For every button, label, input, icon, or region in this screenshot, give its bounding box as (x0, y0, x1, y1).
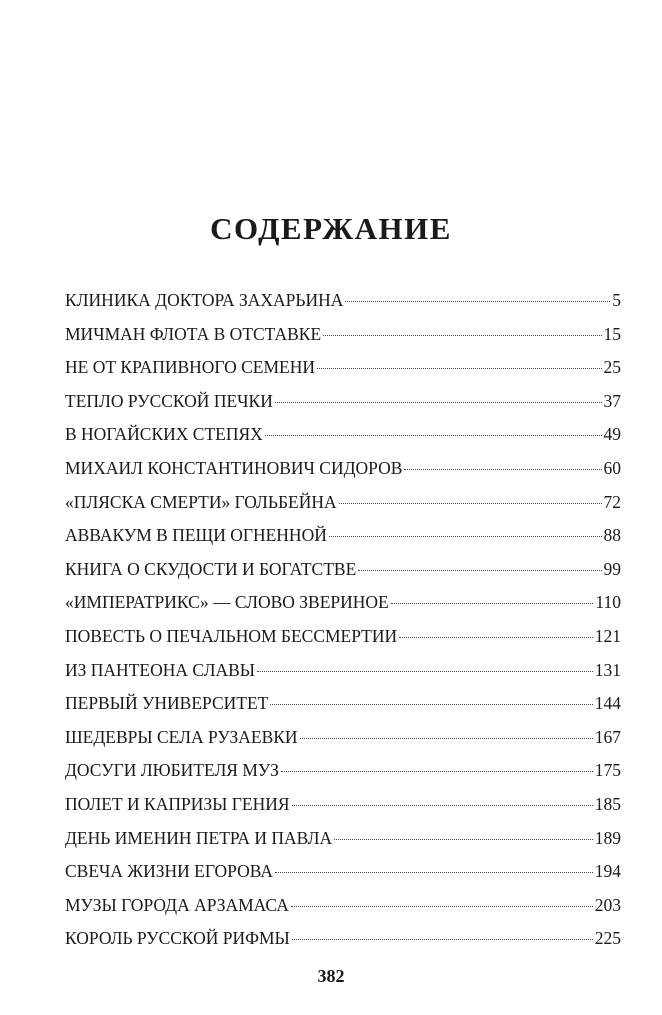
toc-entry-title: «ПЛЯСКА СМЕРТИ» ГОЛЬБЕЙНА (65, 491, 337, 512)
toc-leader-dots (391, 603, 594, 604)
toc-entry[interactable] (65, 654, 621, 688)
toc-entry-page: 110 (595, 592, 621, 613)
toc-entry-title: СВЕЧА ЖИЗНИ ЕГОРОВА (65, 861, 273, 882)
toc-entry[interactable] (65, 318, 621, 352)
toc-entry[interactable] (65, 418, 621, 452)
toc-entry-title: МИЧМАН ФЛОТА В ОТСТАВКЕ (65, 323, 322, 344)
toc-entry-page: 99 (603, 558, 621, 579)
toc-entry-title: ПОЛЕТ И КАПРИЗЫ ГЕНИЯ (65, 793, 290, 814)
toc-entry-page: 60 (603, 457, 621, 478)
toc-entry[interactable] (65, 788, 621, 822)
toc-entry[interactable] (65, 620, 621, 654)
toc-leader-dots (300, 738, 593, 739)
toc-leader-dots (281, 771, 593, 772)
toc-leader-dots (292, 939, 593, 940)
toc-leader-dots (345, 301, 610, 302)
toc-leader-dots (329, 536, 602, 537)
toc-leader-dots (265, 435, 602, 436)
toc-entry-title: АВВАКУМ В ПЕЩИ ОГНЕННОЙ (65, 525, 327, 546)
toc-entry-page: 121 (594, 625, 621, 646)
toc-leader-dots (334, 839, 593, 840)
toc-entry-page: 72 (603, 491, 621, 512)
toc-entry-page: 49 (603, 424, 621, 445)
toc-leader-dots (291, 906, 593, 907)
toc-leader-dots (257, 671, 593, 672)
toc-entry[interactable] (65, 351, 621, 385)
toc-entry[interactable] (65, 452, 621, 486)
toc-leader-dots (275, 402, 602, 403)
toc-leader-dots (323, 335, 601, 336)
toc-entry-title: «ИМПЕРАТРИКС» — СЛОВО ЗВЕРИНОЕ (65, 592, 389, 613)
toc-leader-dots (339, 503, 602, 504)
toc-entry[interactable] (65, 519, 621, 553)
toc-entry-title: НЕ ОТ КРАПИВНОГО СЕМЕНИ (65, 357, 316, 378)
toc-leader-dots (275, 872, 593, 873)
toc-leader-dots (358, 570, 601, 571)
toc-entry-title: КНИГА О СКУДОСТИ И БОГАТСТВЕ (65, 558, 357, 579)
toc-entry-page: 144 (594, 693, 621, 714)
toc-entry-page: 88 (603, 525, 621, 546)
toc-entry[interactable] (65, 922, 621, 956)
toc-entry-title: ПЕРВЫЙ УНИВЕРСИТЕТ (65, 693, 269, 714)
toc-entry[interactable] (65, 486, 621, 520)
toc-entry-title: КОРОЛЬ РУССКОЙ РИФМЫ (65, 928, 290, 949)
toc-entry-page: 225 (594, 928, 621, 949)
toc-entry[interactable] (65, 754, 621, 788)
table-of-contents (65, 284, 621, 956)
toc-leader-dots (292, 805, 593, 806)
toc-entry-title: ПОВЕСТЬ О ПЕЧАЛЬНОМ БЕССМЕРТИИ (65, 625, 398, 646)
toc-entry[interactable] (65, 284, 621, 318)
toc-entry[interactable] (65, 721, 621, 755)
toc-entry[interactable] (65, 586, 621, 620)
toc-entry-title: МУЗЫ ГОРОДА АРЗАМАСА (65, 894, 289, 915)
toc-entry-page: 15 (603, 323, 621, 344)
toc-leader-dots (270, 704, 592, 705)
toc-entry-page: 131 (594, 659, 621, 680)
toc-entry-title: МИХАИЛ КОНСТАНТИНОВИЧ СИДОРОВ (65, 457, 403, 478)
toc-leader-dots (399, 637, 593, 638)
toc-entry[interactable] (65, 385, 621, 419)
toc-leader-dots (317, 368, 601, 369)
toc-entry-page: 37 (603, 390, 621, 411)
toc-entry-title: ДОСУГИ ЛЮБИТЕЛЯ МУЗ (65, 760, 279, 781)
toc-entry-title: В НОГАЙСКИХ СТЕПЯХ (65, 424, 263, 445)
toc-entry[interactable] (65, 553, 621, 587)
toc-entry[interactable] (65, 687, 621, 721)
toc-entry-title: ШЕДЕВРЫ СЕЛА РУЗАЕВКИ (65, 726, 298, 747)
toc-entry-page: 185 (594, 793, 621, 814)
page-number: 382 (317, 966, 345, 986)
page-title: СОДЕРЖАНИЕ (210, 210, 452, 246)
toc-entry-page: 25 (603, 357, 621, 378)
toc-entry[interactable] (65, 889, 621, 923)
toc-entry[interactable] (65, 822, 621, 856)
toc-entry-page: 167 (594, 726, 621, 747)
toc-entry-title: ТЕПЛО РУССКОЙ ПЕЧКИ (65, 390, 273, 411)
toc-entry-page: 175 (594, 760, 621, 781)
toc-leader-dots (404, 469, 601, 470)
toc-entry-page: 203 (594, 894, 621, 915)
toc-entry-page: 189 (594, 827, 621, 848)
toc-entry-title: ИЗ ПАНТЕОНА СЛАВЫ (65, 659, 256, 680)
toc-entry-page: 5 (612, 290, 621, 310)
toc-entry[interactable] (65, 855, 621, 889)
toc-entry-page: 194 (594, 861, 621, 882)
toc-entry-title: ДЕНЬ ИМЕНИН ПЕТРА И ПАВЛА (65, 827, 333, 848)
toc-entry-title: КЛИНИКА ДОКТОРА ЗАХАРЬИНА (65, 290, 344, 310)
